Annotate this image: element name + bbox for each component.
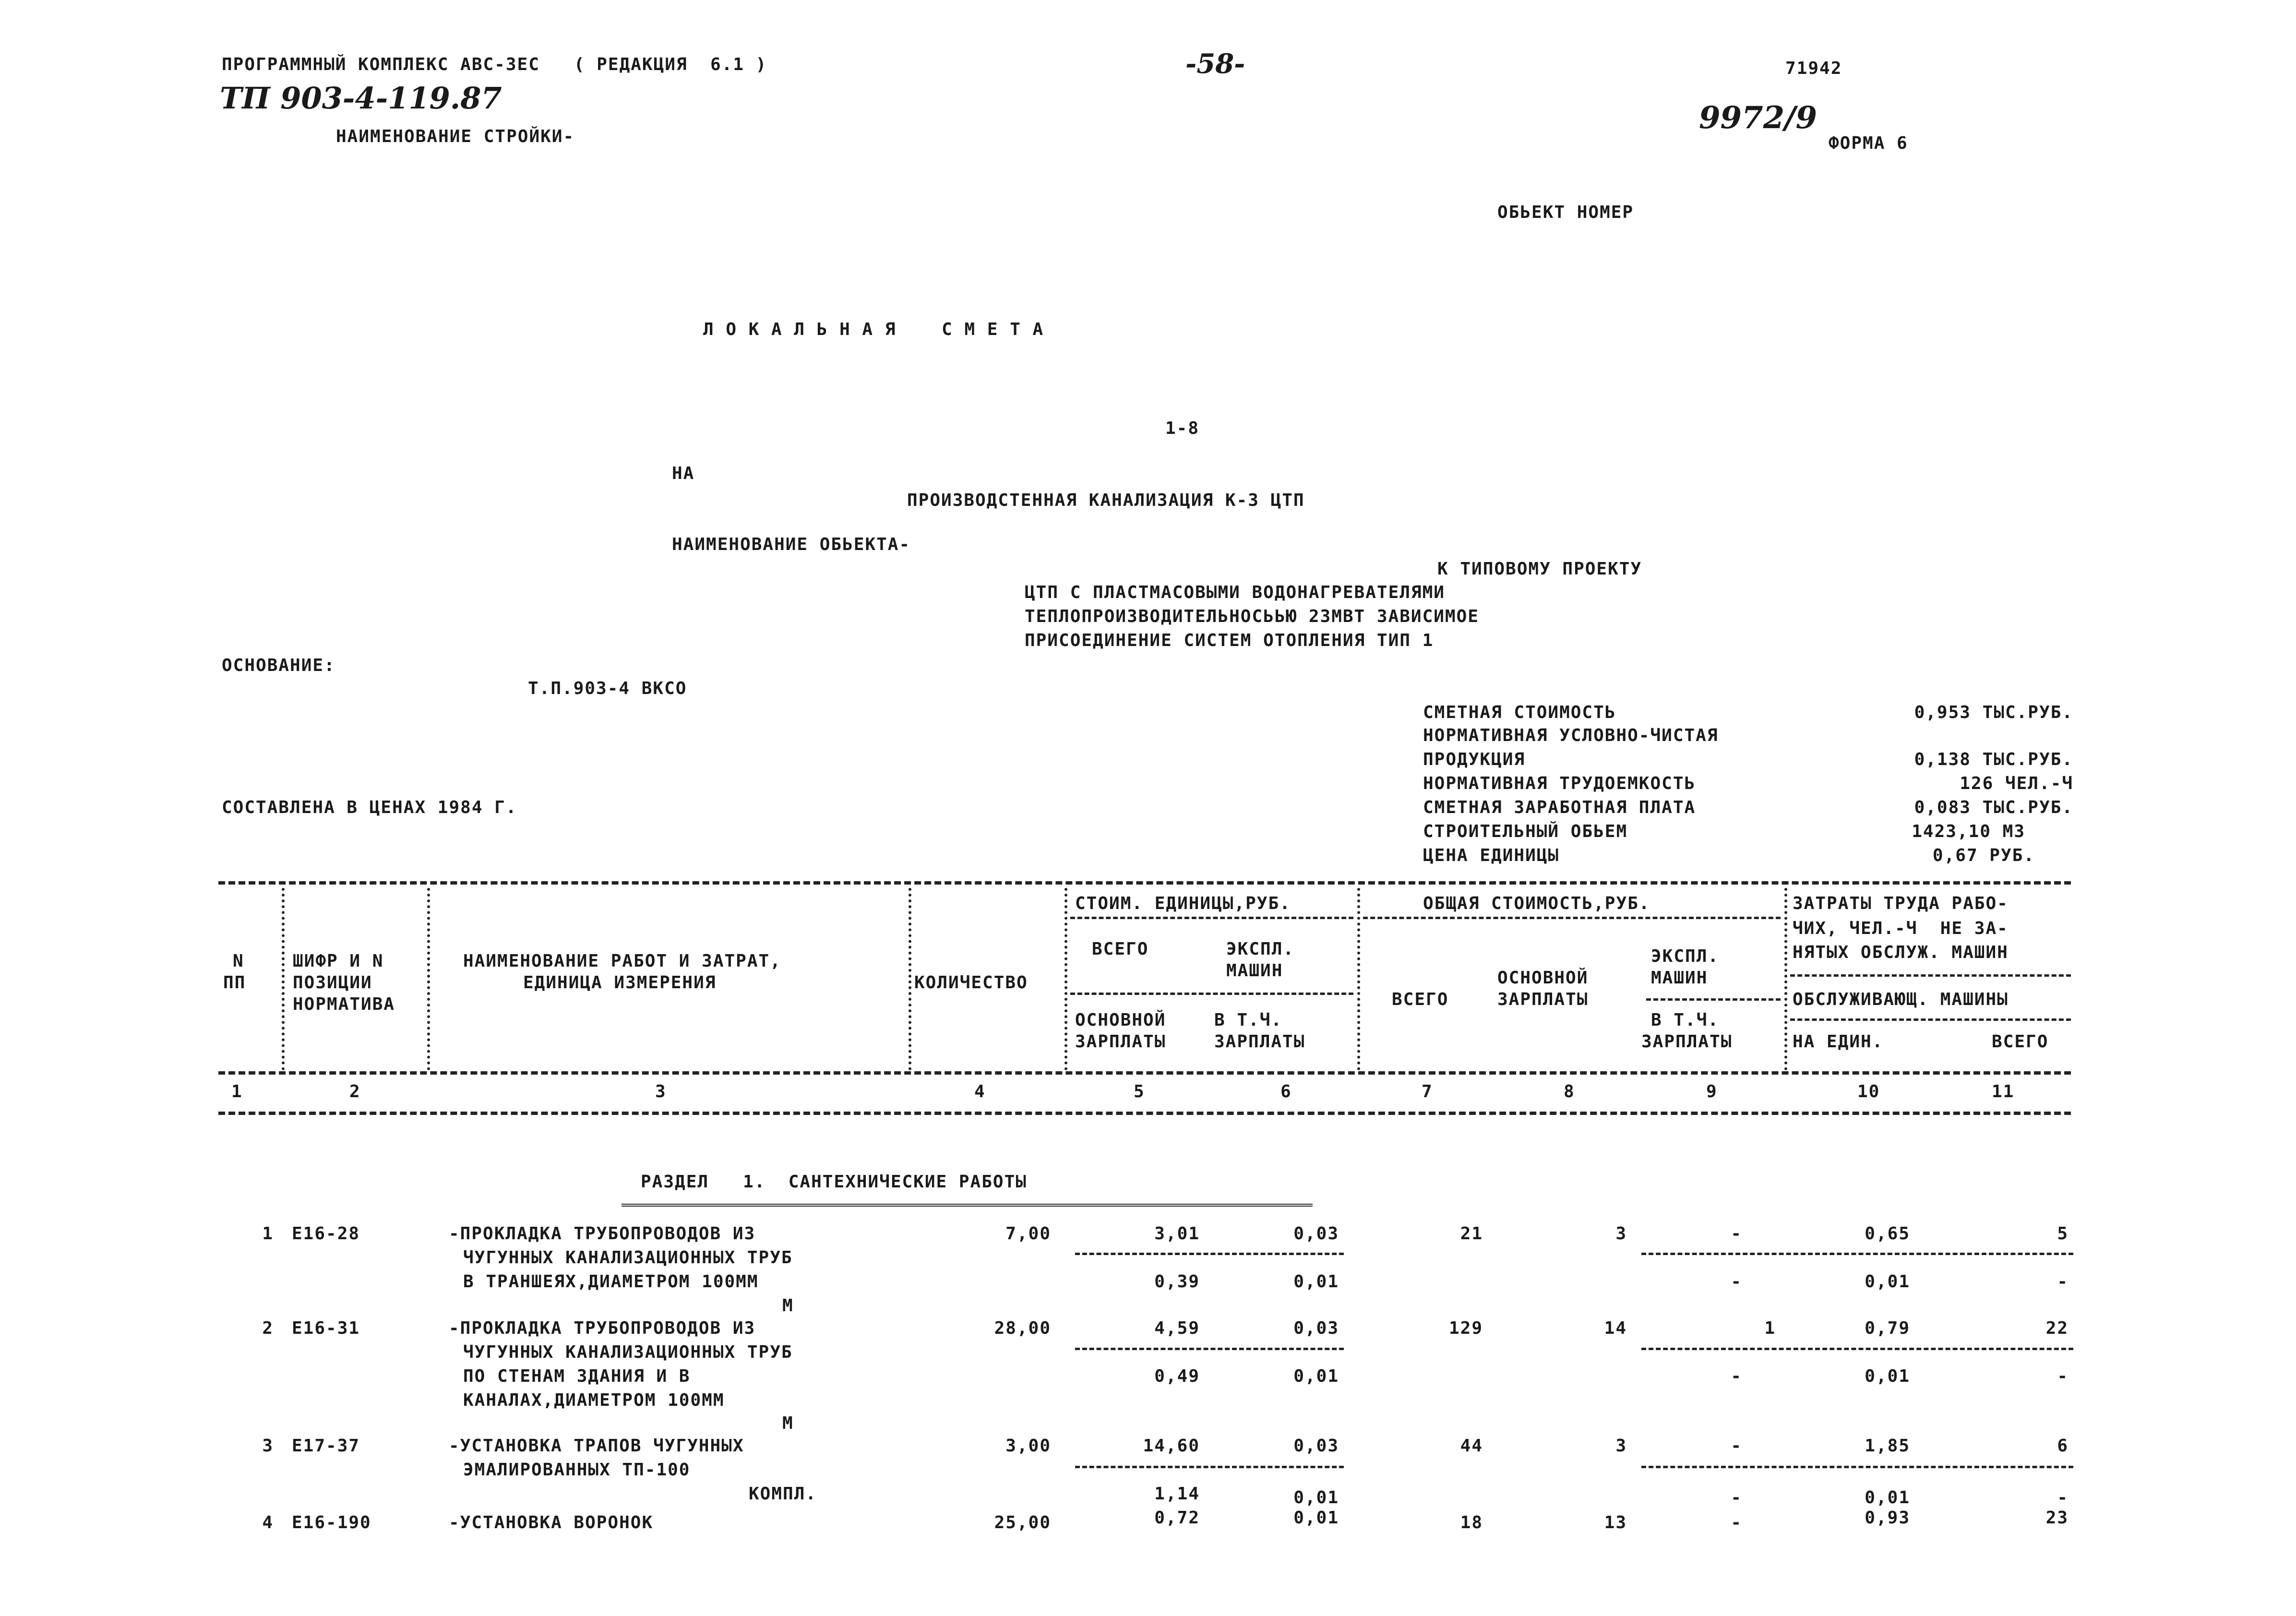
row-service-unit: 0,01 (1865, 1366, 1910, 1386)
row-description: -ПРОКЛАДКА ТРУБОПРОВОДОВ ИЗ (449, 1224, 756, 1244)
row-labor-total: 5 (2057, 1224, 2069, 1244)
header-dash (1790, 974, 2071, 977)
row-labor-unit: 1,85 (1865, 1436, 1910, 1456)
row-number: 3 (262, 1436, 274, 1456)
summary-label: ПРОДУКЦИЯ (1423, 750, 1526, 769)
column-divider (427, 888, 430, 1070)
row-total-incl-wage: - (1731, 1272, 1742, 1292)
summary-value: 0,083 ТЫС.РУБ. (1914, 798, 2073, 817)
document-number: 71942 (1785, 59, 1842, 78)
row-unit-machine: 0,03 (1293, 1318, 1339, 1338)
program-name: ПРОГРАММНЫЙ КОМПЛЕКС АВС-ЗЕС ( РЕДАКЦИЯ 6.1 ) (222, 55, 767, 74)
summary-value: 126 ЧЕЛ.-Ч (1960, 774, 2073, 793)
section-underline (622, 1204, 1313, 1207)
row-service-total: - (2057, 1272, 2069, 1292)
header-total-base-wage: ОСНОВНОЙ (1497, 968, 1589, 988)
header-total-base-wage: ЗАРПЛАТЫ (1497, 990, 1589, 1009)
row-service-unit: 0,01 (1865, 1272, 1910, 1292)
object-line-1: К ТИПОВОМУ ПРОЕКТУ (1437, 559, 1642, 579)
row-total-incl-wage: - (1731, 1366, 1742, 1386)
header-total-cost: ОБЩАЯ СТОИМОСТЬ,РУБ. (1423, 894, 1650, 913)
row-quantity: 7,00 (1005, 1224, 1051, 1244)
column-number: 7 (1422, 1082, 1433, 1101)
row-labor-unit: 0,93 (1865, 1508, 1910, 1528)
object-line-2: ЦТП С ПЛАСТМАСОВЫМИ ВОДОНАГРЕВАТЕЛЯМИ (1025, 583, 1445, 602)
prices-label: СОСТАВЛЕНА В ЦЕНАХ 1984 Г. (222, 798, 517, 817)
row-service-total: - (2057, 1366, 2069, 1386)
row-unit-incl-wage: 0,01 (1293, 1272, 1339, 1292)
row-total-base-wage: 14 (1604, 1318, 1627, 1338)
header-total-incl-wage: В Т.Ч. (1651, 1010, 1720, 1030)
header-total-machine: МАШИН (1651, 968, 1708, 988)
row-total-machine: 1 (1764, 1318, 1776, 1338)
row-unit-total: 14,60 (1143, 1436, 1200, 1456)
header-dash (1070, 993, 1353, 995)
row-separator (1075, 1466, 1344, 1468)
row-total-machine: - (1731, 1224, 1742, 1244)
row-quantity: 3,00 (1005, 1436, 1051, 1456)
basis-value: Т.П.903-4 ВКСО (528, 679, 687, 698)
row-quantity: 28,00 (994, 1318, 1051, 1338)
row-total: 18 (1460, 1513, 1483, 1532)
header-code: ПОЗИЦИИ (293, 973, 372, 993)
row-description: -УСТАНОВКА ТРАПОВ ЧУГУННЫХ (449, 1436, 744, 1456)
header-unit-cost: СТОИМ. ЕДИНИЦЫ,РУБ. (1075, 894, 1291, 913)
row-unit-total: 4,59 (1154, 1318, 1200, 1338)
header-unit-base-wage: ОСНОВНОЙ (1075, 1010, 1166, 1030)
header-num: ПП (223, 973, 246, 993)
table-top-rule (218, 881, 2071, 885)
header-dash (1070, 917, 1353, 919)
row-number: 4 (262, 1513, 274, 1532)
form-number-handwritten: 9972/9 (1699, 100, 1818, 136)
header-unit-total: ВСЕГО (1092, 939, 1149, 959)
row-separator (1075, 1348, 1344, 1350)
estimate-number: 1-8 (1165, 419, 1200, 438)
form-label: ФОРМА 6 (1829, 133, 1908, 153)
construction-name-label: НАИМЕНОВАНИЕ СТРОЙКИ- (336, 127, 575, 146)
estimate-title: Л О К А Л Ь Н А Я С М Е Т А (703, 320, 1044, 339)
header-quantity: КОЛИЧЕСТВО (914, 973, 1028, 993)
column-number: 1 (231, 1082, 243, 1101)
page-number: -58- (1185, 48, 1245, 80)
row-total-base-wage: 3 (1615, 1224, 1627, 1244)
row-unit: КОМПЛ. (749, 1484, 817, 1504)
row-total-machine: - (1731, 1513, 1742, 1532)
summary-label: ЦЕНА ЕДИНИЦЫ (1423, 846, 1560, 865)
column-number: 10 (1857, 1082, 1880, 1101)
column-divider (1064, 888, 1067, 1070)
column-number: 6 (1280, 1082, 1292, 1101)
row-unit-base-wage: 0,39 (1154, 1272, 1200, 1292)
row-unit: М (782, 1413, 794, 1433)
header-code: НОРМАТИВА (293, 994, 395, 1014)
header-unit-base-wage: ЗАРПЛАТЫ (1075, 1032, 1166, 1052)
row-service-unit: 0,01 (1865, 1488, 1910, 1508)
row-code: Е16-28 (292, 1224, 360, 1244)
row-code: Е17-37 (292, 1436, 360, 1456)
header-unit-machine: МАШИН (1226, 961, 1283, 981)
row-separator (1641, 1253, 2073, 1255)
row-separator (1641, 1348, 2073, 1350)
header-total-incl-wage: ЗАРПЛАТЫ (1641, 1032, 1733, 1052)
row-unit-incl-wage: 0,01 (1293, 1488, 1339, 1508)
summary-value: 0,67 РУБ. (1932, 846, 2035, 865)
header-labor: ЗАТРАТЫ ТРУДА РАБО- (1793, 894, 2009, 913)
summary-label: СМЕТНАЯ СТОИМОСТЬ (1423, 703, 1616, 722)
header-labor-per-unit: НА ЕДИН. (1793, 1032, 1884, 1052)
row-code: Е16-190 (292, 1513, 371, 1532)
header-labor-service: ОБСЛУЖИВАЮЩ. МАШИНЫ (1793, 990, 2009, 1009)
summary-label: НОРМАТИВНАЯ УСЛОВНО-ЧИСТАЯ (1423, 726, 1719, 745)
header-labor: НЯТЫХ ОБСЛУЖ. МАШИН (1793, 943, 2009, 962)
row-total-base-wage: 3 (1615, 1436, 1627, 1456)
row-total-base-wage: 13 (1604, 1513, 1627, 1532)
header-unit-incl-wage: ЗАРПЛАТЫ (1214, 1032, 1305, 1052)
row-quantity: 25,00 (994, 1513, 1051, 1532)
row-separator (1641, 1466, 2073, 1468)
basis-label: ОСНОВАНИЕ: (222, 656, 335, 675)
summary-label: СТРОИТЕЛЬНЫЙ ОБЬЕМ (1423, 822, 1628, 841)
row-number: 2 (262, 1318, 274, 1338)
row-description: КАНАЛАХ,ДИАМЕТРОМ 100ММ (463, 1390, 725, 1410)
header-labor-total: ВСЕГО (1992, 1032, 2049, 1052)
object-line-3: ТЕПЛОПРОИЗВОДИТЕЛЬНОСЬЬЮ 23МВТ ЗАВИСИМОЕ (1025, 607, 1479, 626)
row-description: ПО СТЕНАМ ЗДАНИЯ И В (463, 1366, 691, 1386)
row-service-total: - (2057, 1488, 2069, 1508)
header-unit-machine: ЭКСПЛ. (1226, 939, 1295, 959)
header-total-machine: ЭКСПЛ. (1651, 946, 1720, 966)
object-line-4: ПРИСОЕДИНЕНИЕ СИСТЕМ ОТОПЛЕНИЯ ТИП 1 (1025, 631, 1434, 650)
summary-value: 0,138 ТЫС.РУБ. (1914, 750, 2073, 769)
column-number: 9 (1706, 1082, 1718, 1101)
header-description: ЕДИНИЦА ИЗМЕРЕНИЯ (523, 973, 717, 993)
column-divider (282, 888, 285, 1070)
row-code: Е16-31 (292, 1318, 360, 1338)
column-divider (1784, 888, 1787, 1070)
row-unit-machine: 0,03 (1293, 1224, 1339, 1244)
row-unit: М (782, 1296, 794, 1316)
row-labor-total: 6 (2057, 1436, 2069, 1456)
header-unit-incl-wage: В Т.Ч. (1214, 1010, 1283, 1030)
column-number: 3 (655, 1082, 667, 1101)
row-unit-incl-wage: 0,01 (1293, 1366, 1339, 1386)
row-labor-total: 23 (2045, 1508, 2069, 1528)
summary-label: СМЕТНАЯ ЗАРАБОТНАЯ ПЛАТА (1423, 798, 1696, 817)
header-num: N (233, 951, 244, 971)
row-unit-base-wage: 0,49 (1154, 1366, 1200, 1386)
row-unit-total: 3,01 (1154, 1224, 1200, 1244)
header-dash (1646, 998, 1781, 1001)
row-total: 21 (1460, 1224, 1483, 1244)
column-number: 8 (1564, 1082, 1575, 1101)
estimate-subject: ПРОИЗВОДСТЕННАЯ КАНАЛИЗАЦИЯ К-3 ЦТП (907, 491, 1305, 510)
row-description: -ПРОКЛАДКА ТРУБОПРОВОДОВ ИЗ (449, 1318, 756, 1338)
row-unit-base-wage: 1,14 (1154, 1484, 1200, 1504)
row-separator (1075, 1253, 1344, 1255)
column-divider (909, 888, 911, 1070)
row-labor-unit: 0,79 (1865, 1318, 1910, 1338)
table-columns-rule (218, 1112, 2071, 1115)
row-unit-machine: 0,03 (1293, 1436, 1339, 1456)
row-labor-total: 22 (2045, 1318, 2069, 1338)
row-unit-machine: 0,01 (1293, 1508, 1339, 1528)
project-code-handwritten: ТП 903-4-119.87 (220, 81, 502, 116)
table-header-rule (218, 1071, 2071, 1075)
summary-value: 0,953 ТЫС.РУБ. (1914, 703, 2073, 722)
object-name-label: НАИМЕНОВАНИЕ ОБЬЕКТА- (672, 535, 911, 554)
row-labor-unit: 0,65 (1865, 1224, 1910, 1244)
column-number: 11 (1992, 1082, 2015, 1101)
row-total: 44 (1460, 1436, 1483, 1456)
row-total-incl-wage: - (1731, 1488, 1742, 1508)
summary-value: 1423,10 М3 (1912, 822, 2025, 841)
row-number: 1 (262, 1224, 274, 1244)
header-description: НАИМЕНОВАНИЕ РАБОТ И ЗАТРАТ, (463, 951, 781, 971)
row-description: ЭМАЛИРОВАННЫХ ТП-100 (463, 1460, 691, 1480)
row-total-machine: - (1731, 1436, 1742, 1456)
row-description: ЧУГУННЫХ КАНАЛИЗАЦИОННЫХ ТРУБ (463, 1342, 793, 1362)
row-description: ЧУГУННЫХ КАНАЛИЗАЦИОННЫХ ТРУБ (463, 1248, 793, 1268)
row-description: В ТРАНШЕЯХ,ДИАМЕТРОМ 100ММ (463, 1272, 759, 1292)
section-title: РАЗДЕЛ 1. САНТЕХНИЧЕСКИЕ РАБОТЫ (641, 1172, 1027, 1192)
row-description: -УСТАНОВКА ВОРОНОК (449, 1513, 654, 1532)
header-labor: ЧИХ, ЧЕЛ.-Ч НЕ ЗА- (1793, 919, 2009, 938)
on-label: НА (672, 464, 695, 483)
object-number-label: ОБЬЕКТ НОМЕР (1497, 203, 1634, 222)
column-number: 5 (1134, 1082, 1145, 1101)
header-total-all: ВСЕГО (1392, 990, 1449, 1009)
header-dash (1363, 917, 1781, 919)
header-code: ШИФР И N (293, 951, 384, 971)
column-divider (1357, 888, 1360, 1070)
header-dash (1790, 1018, 2071, 1021)
column-number: 2 (349, 1082, 361, 1101)
row-unit-total: 0,72 (1154, 1508, 1200, 1528)
row-total: 129 (1448, 1318, 1483, 1338)
column-number: 4 (974, 1082, 986, 1101)
summary-label: НОРМАТИВНАЯ ТРУДОЕМКОСТЬ (1423, 774, 1696, 793)
